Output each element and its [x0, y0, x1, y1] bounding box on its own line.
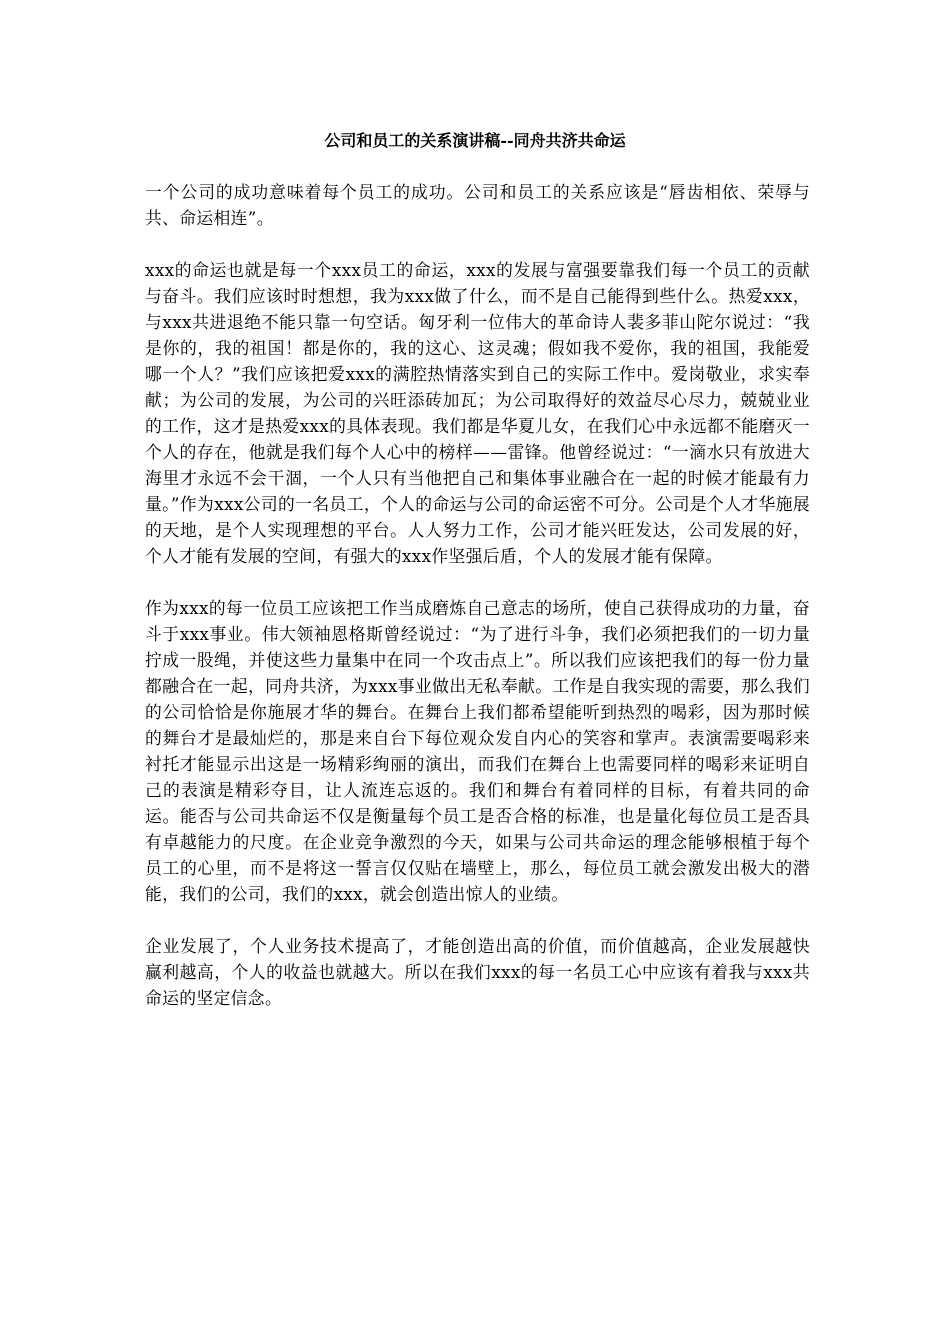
paragraph-1: 一个公司的成功意味着每个员工的成功。公司和员工的关系应该是“唇齿相依、荣辱与共、命运相连”。 [145, 182, 810, 228]
paragraph-2: xxx的命运也就是每一个xxx员工的命运，xxx的发展与富强要靠我们每一个员工的贡献与奋斗。我们应该时时想想，我为xxx做了什么，而不是自己能得到些什么。热爱xxx，与xxx共进退绝不能只靠一句空话。匈牙利一位伟大的革命诗人裴多菲山陀尔说过：“我是你的，我的祖国！都是你的，我的这心、这灵魂；假如我不爱你，我的祖国，我能爱哪一个人？”我们应该把爱xxx的满腔热情落实到自己的实际工作中。爱岗敬业，求实奉献；为公司的发展，为公司的兴旺添砖加瓦；为公司取得好的效益尽心尽力，兢兢业业的工作，这才是热爱xxx的具体表现。我们都是华夏儿女，在我们心中永远都不能磨灭一个人的存在，他就是我们每个人心中的榜样——雷锋。他曾经说过：“一滴水只有放进大海里才永远不会干涸，一个人只有当他把自己和集体事业融合在一起的时候才能最有力量。”作为xxx公司的一名员工，个人的命运与公司的命运密不可分。公司是个人才华施展的天地，是个人实现理想的平台。人人努力工作，公司才能兴旺发达，公司发展的好，个人才能有发展的空间，有强大的xxx作坚强后盾，个人的发展才能有保障。 [145, 260, 810, 566]
paragraph-3: 作为xxx的每一位员工应该把工作当成磨炼自己意志的场所，使自己获得成功的力量，奋斗于xxx事业。伟大领袖恩格斯曾经说过：“为了进行斗争，我们必须把我们的一切力量拧成一股绳，并使这些力量集中在同一个攻击点上”。所以我们应该把我们的每一份力量都融合在一起，同舟共济，为xxx事业做出无私奉献。工作是自我实现的需要，那么我们的公司恰恰是你施展才华的舞台。在舞台上我们都希望能听到热烈的喝彩，因为那时候的舞台才是最灿烂的，那是来自台下每位观众发自内心的笑容和掌声。表演需要喝彩来衬托才能显示出这是一场精彩绚丽的演出，而我们在舞台上也需要同样的喝彩来证明自己的表演是精彩夺目，让人流连忘返的。我们和舞台有着同样的目标，有着共同的命运。能否与公司共命运不仅是衡量每个员工是否合格的标准，也是量化每位员工是否具有卓越能力的尺度。在企业竞争激烈的今天，如果与公司共命运的理念能够根植于每个员工的心里，而不是将这一誓言仅仅贴在墙壁上，那么，每位员工就会激发出极大的潜能，我们的公司，我们的xxx，就会创造出惊人的业绩。 [145, 598, 810, 904]
document-title: 公司和员工的关系演讲稿--同舟共济共命运 [324, 131, 626, 150]
paragraph-4: 企业发展了，个人业务技术提高了，才能创造出高的价值，而价值越高，企业发展越快赢利越高，个人的收益也就越大。所以在我们xxx的每一名员工心中应该有着我与xxx共命运的坚定信念。 [145, 936, 810, 1008]
document-body [145, 179, 810, 1037]
